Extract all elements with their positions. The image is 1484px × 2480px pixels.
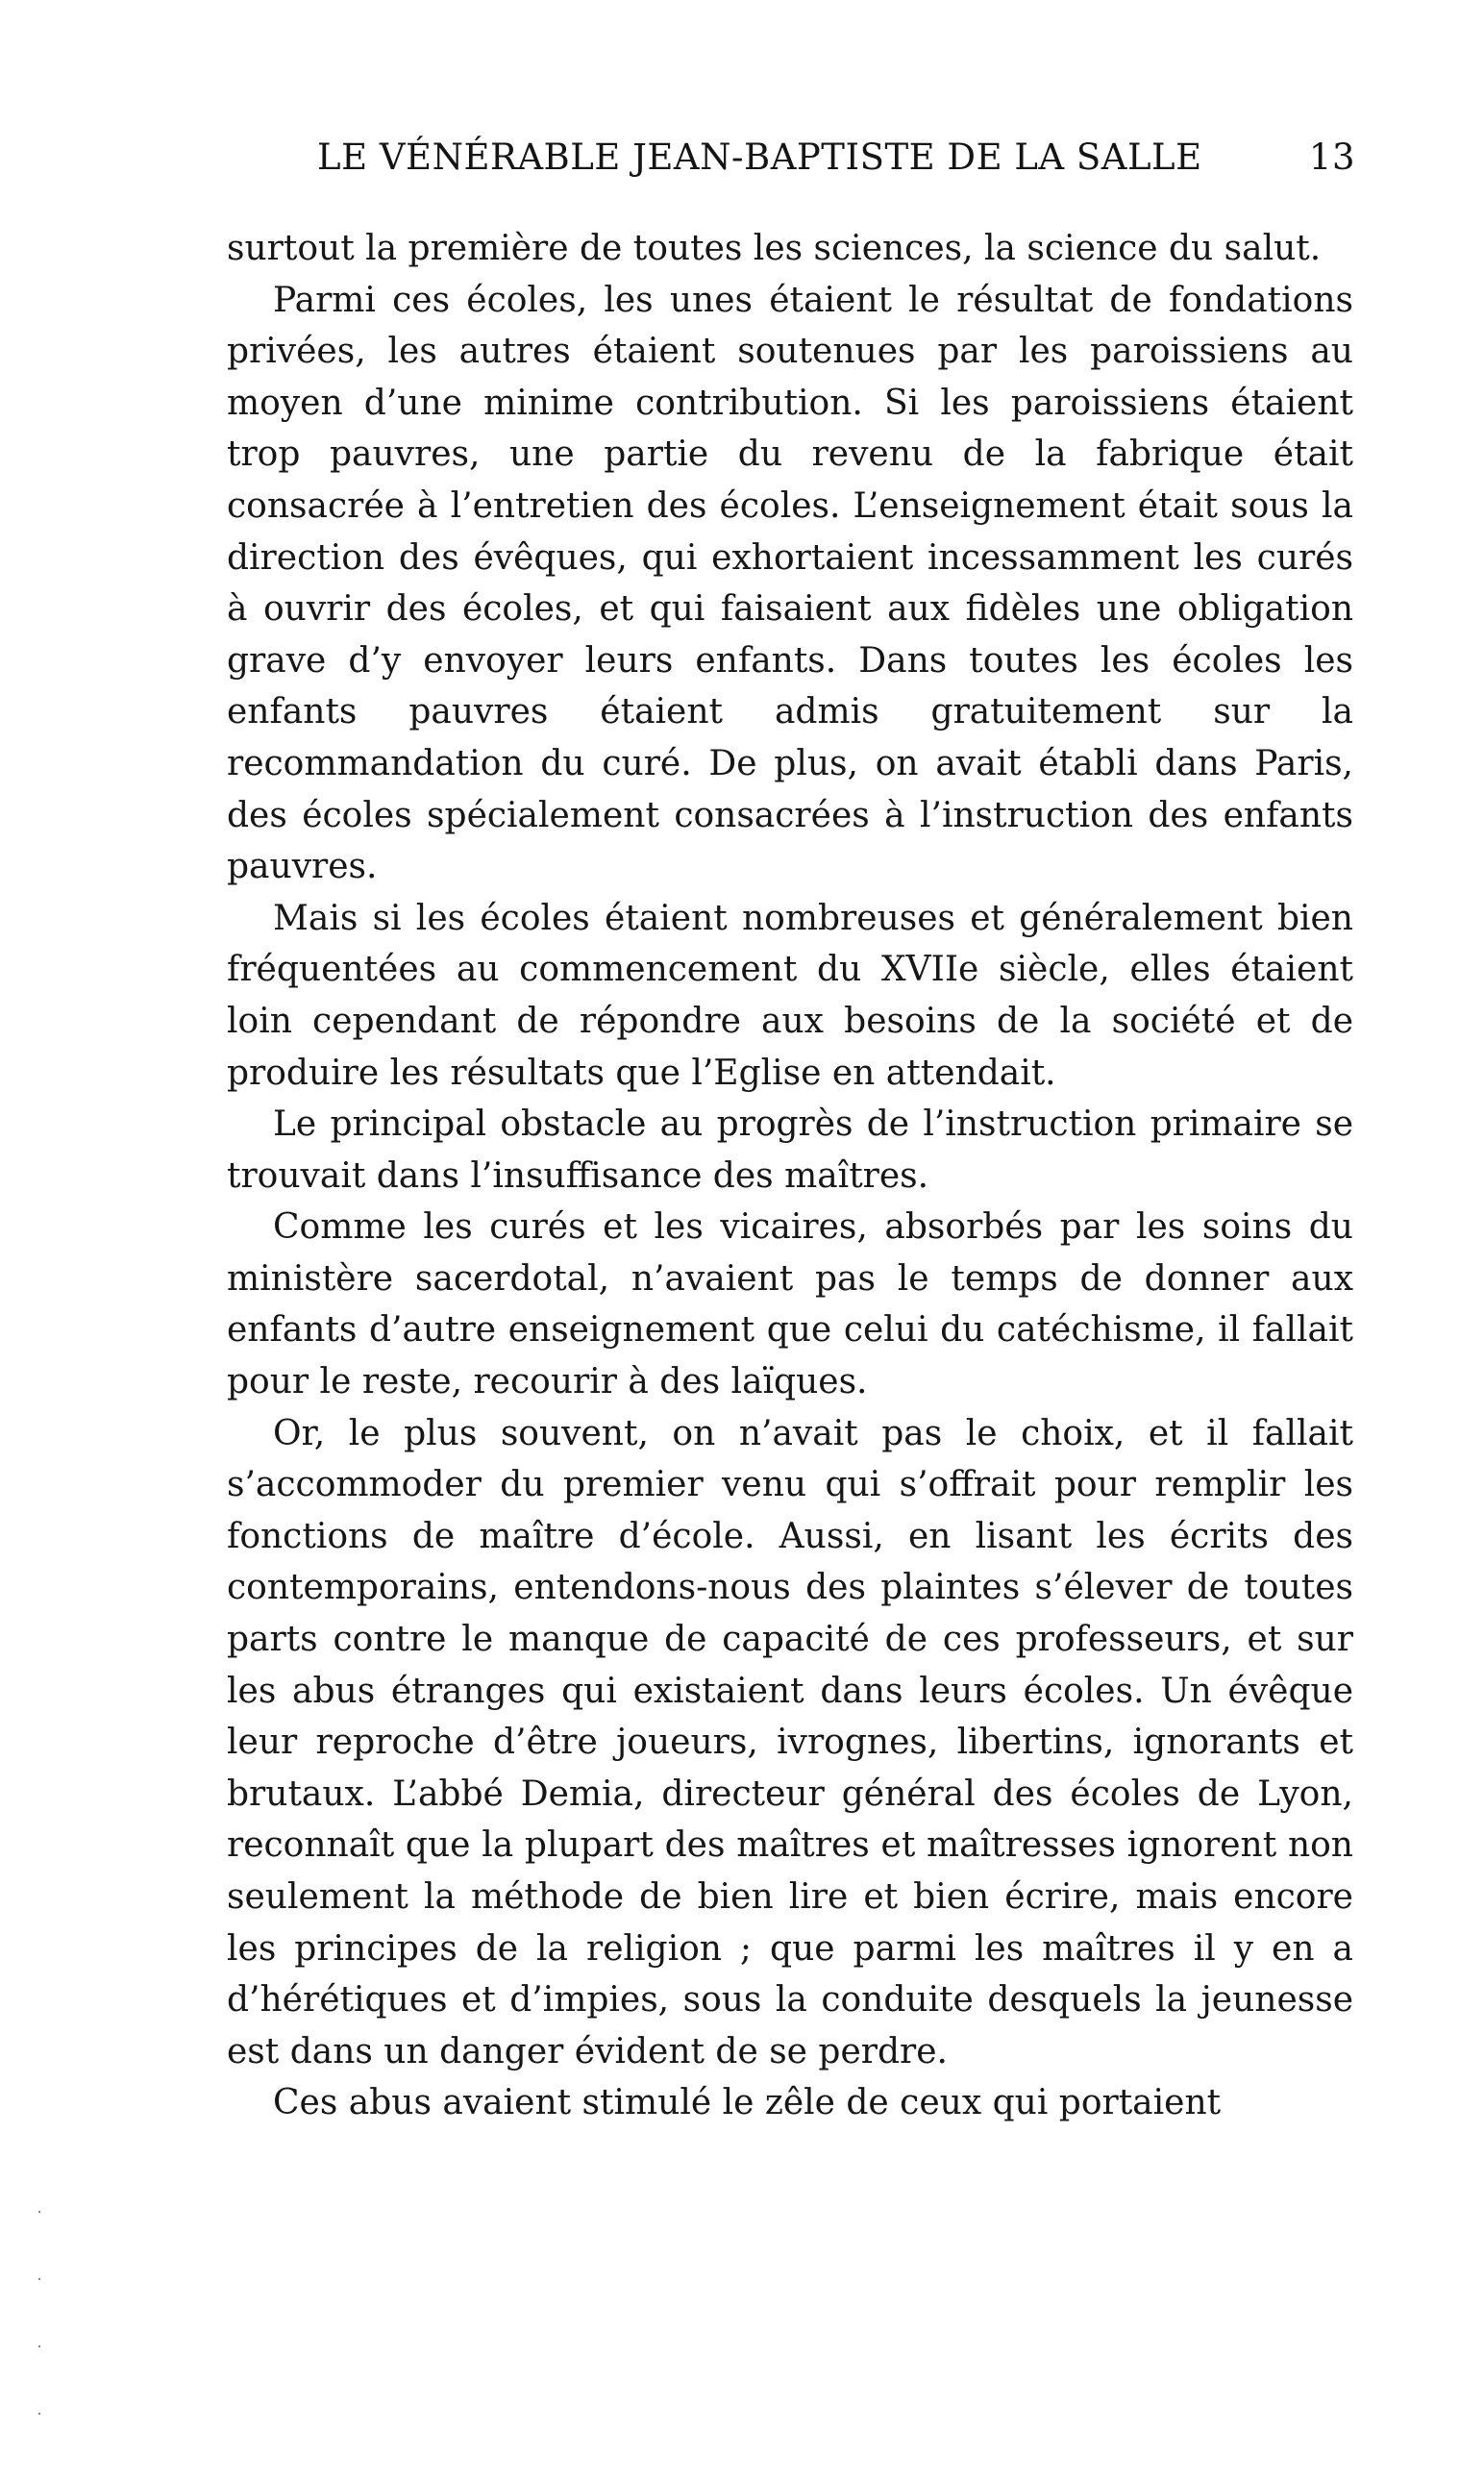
body-text xyxy=(227,223,1353,2129)
page-number: 13 xyxy=(1308,136,1355,178)
paragraph-2: Parmi ces écoles, les unes étaient le résultat de fondations privées, les autres étaient soutenues par les paroissiens au moyen d’une minime contribution. Si les paroissiens étaient trop pauvres, une partie du revenu de la fabrique était consacrée à l’entretien des écoles. L’enseignement était sous la direction des évêques, qui exhortaient incessamment les curés à ouvrir des écoles, et qui faisaient aux fidèles une obligation grave d’y envoyer leurs enfants. Dans toutes les écoles les enfants pauvres étaient admis gratuitement sur la recommandation du curé. De plus, on avait établi dans Paris, des écoles spécialement consacrées à l’instruction des enfants pauvres. xyxy=(227,280,1353,887)
paragraph-4: Le principal obstacle au progrès de l’instruction primaire se trouvait dans l’insuffisance des maîtres. xyxy=(227,1104,1353,1196)
paragraph-7: Ces abus avaient stimulé le zêle de ceux qui portaient xyxy=(273,2083,1222,2123)
paragraph-3: Mais si les écoles étaient nombreuses et généralement bien fréquentées au commencement du XVIIe siècle, elles étaient loin cependant de répondre aux besoins de la société et de produire les résultats que l’Eglise en attendait. xyxy=(227,898,1353,1093)
running-title: LE VÉNÉRABLE JEAN-BAPTISTE DE LA SALLE xyxy=(317,136,1202,178)
scan-specks xyxy=(38,2211,44,2461)
running-header xyxy=(317,136,1355,194)
paragraph-6: Or, le plus souvent, on n’avait pas le choix, et il fallait s’accommoder du premier venu qui s’offrait pour remplir les fonctions de maître d’école. Aussi, en lisant les écrits des contemporains, entendons-nous des plaintes s’élever de toutes parts contre le manque de capacité de ces professeurs, et sur les abus étranges qui existaient dans leurs écoles. Un évêque leur reproche d’être joueurs, ivrognes, libertins, ignorants et brutaux. L’abbé Demia, directeur général des écoles de Lyon, reconnaît que la plupart des maîtres et maîtresses ignorent non seulement la méthode de bien lire et bien écrire, mais encore les principes de la religion ; que parmi les maîtres il y en a d’hérétiques et d’impies, sous la conduite desquels la jeunesse est dans un danger évident de se perdre. xyxy=(227,1413,1353,2071)
paragraph-5: Comme les curés et les vicaires, absorbés par les soins du ministère sacerdotal, n’avaient pas le temps de donner aux enfants d’autre enseignement que celui du catéchisme, il fallait pour le reste, recourir à des laïques. xyxy=(227,1207,1353,1402)
paragraph-1: surtout la première de toutes les sciences, la science du salut. xyxy=(227,229,1322,268)
